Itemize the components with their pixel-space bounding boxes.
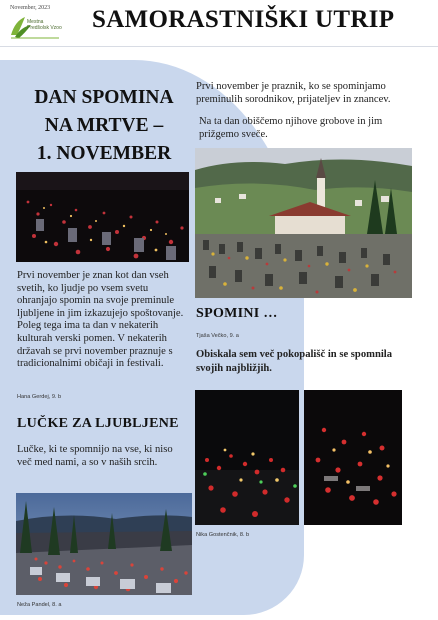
logo-line-1: Mestna xyxy=(27,19,44,25)
candles-photo-left xyxy=(195,390,299,525)
spomini-title: SPOMINI … xyxy=(196,306,278,321)
spomini-body: Obiskala sem več pokopališč in se spomnila svojih najbližjih. xyxy=(196,349,393,374)
main-article-title xyxy=(14,84,194,168)
night-cemetery-photo xyxy=(16,172,189,262)
logo-text xyxy=(27,19,62,31)
main-article-author: Hana Gerdej, 9. b xyxy=(17,394,62,400)
luck-article-body: Lučke, ki te spomnijo na vse, ki niso več med nami, a so v naših srcih. xyxy=(17,444,173,468)
title-line-3: 1. NOVEMBER xyxy=(36,143,172,164)
church-cemetery-photo xyxy=(195,148,412,298)
spomini-author: Tjaša Večko, 9. a xyxy=(196,333,239,339)
right-intro-paragraph-2: Na ta dan obiščemo njihove grobove in jim prižgemo sveče. xyxy=(199,116,383,140)
right-intro-paragraph-1: Prvi november je praznik, ko se spominjamo preminulih sorodnikov, prijateljev in znancev. xyxy=(196,81,391,105)
main-article-body: Prvi november je znan kot dan vseh svetih, ko ljudje po vsem svetu ohranjajo spomin na svoje preminule ljubljene in jim izkazujejo spoštovanje. Poleg tega ima ta dan v nekaterih kulturah verski pomen. V nekaterih državah se prvi november praznuje s tradicionalnimi običaji in festivali. xyxy=(17,270,184,370)
logo-line-2: Predšolsk Vzoo xyxy=(27,25,62,31)
dusk-cemetery-photo xyxy=(16,493,192,595)
title-line-2: NA MRTVE – xyxy=(44,115,164,136)
newspaper-title: SAMORASTNIŠKI UTRIP xyxy=(92,6,395,33)
issue-date: November, 2023 xyxy=(10,5,51,11)
luck-photo-credit: Neža Pandel, 8. a xyxy=(17,602,62,608)
candles-photo-right xyxy=(304,390,402,525)
spomini-photo-credit: Nika Gostenčnik, 8. b xyxy=(196,532,250,538)
title-line-1: DAN SPOMINA xyxy=(34,87,174,108)
luck-article-title: LUČKE ZA LJUBLJENE xyxy=(17,416,179,431)
